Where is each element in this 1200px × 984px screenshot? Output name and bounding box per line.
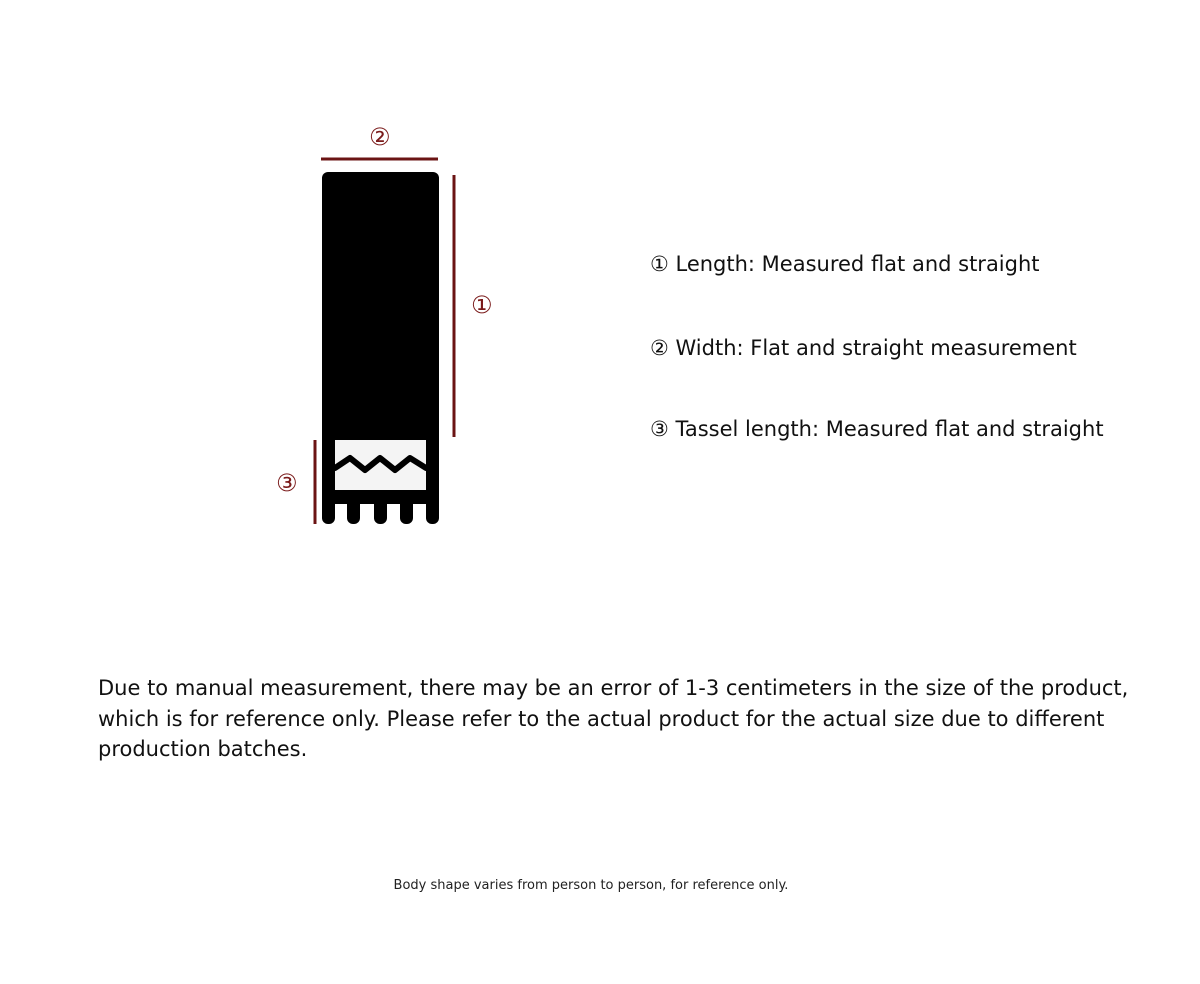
tassel-5: [426, 495, 439, 524]
tassel-3: [374, 495, 387, 524]
legend-item-tassel: ③ Tassel length: Measured flat and straight: [650, 417, 1104, 441]
length-marker: ①: [471, 291, 493, 319]
measurement-disclaimer: Due to manual measurement, there may be an error of 1-3 centimeters in the size of the product, which is for reference only. Please refer to the actual product for the actual size due to different production batches.: [98, 676, 1129, 761]
scarf-diagram-svg: [0, 0, 620, 600]
tassel-1: [322, 495, 335, 524]
width-marker: ②: [369, 123, 391, 151]
scarf-pattern-panel: [335, 440, 426, 490]
footer-note: Body shape varies from person to person, for reference only.: [393, 878, 789, 893]
tassel-marker: ③: [276, 469, 298, 497]
tassel-4: [400, 495, 413, 524]
scarf-body: [322, 172, 439, 442]
legend-item-width: ② Width: Flat and straight measurement: [650, 336, 1077, 360]
scarf-fringe: [322, 490, 439, 524]
tassel-2: [347, 495, 360, 524]
scarf-measurement-diagram: [0, 0, 620, 600]
legend-item-length: ① Length: Measured flat and straight: [650, 252, 1040, 276]
